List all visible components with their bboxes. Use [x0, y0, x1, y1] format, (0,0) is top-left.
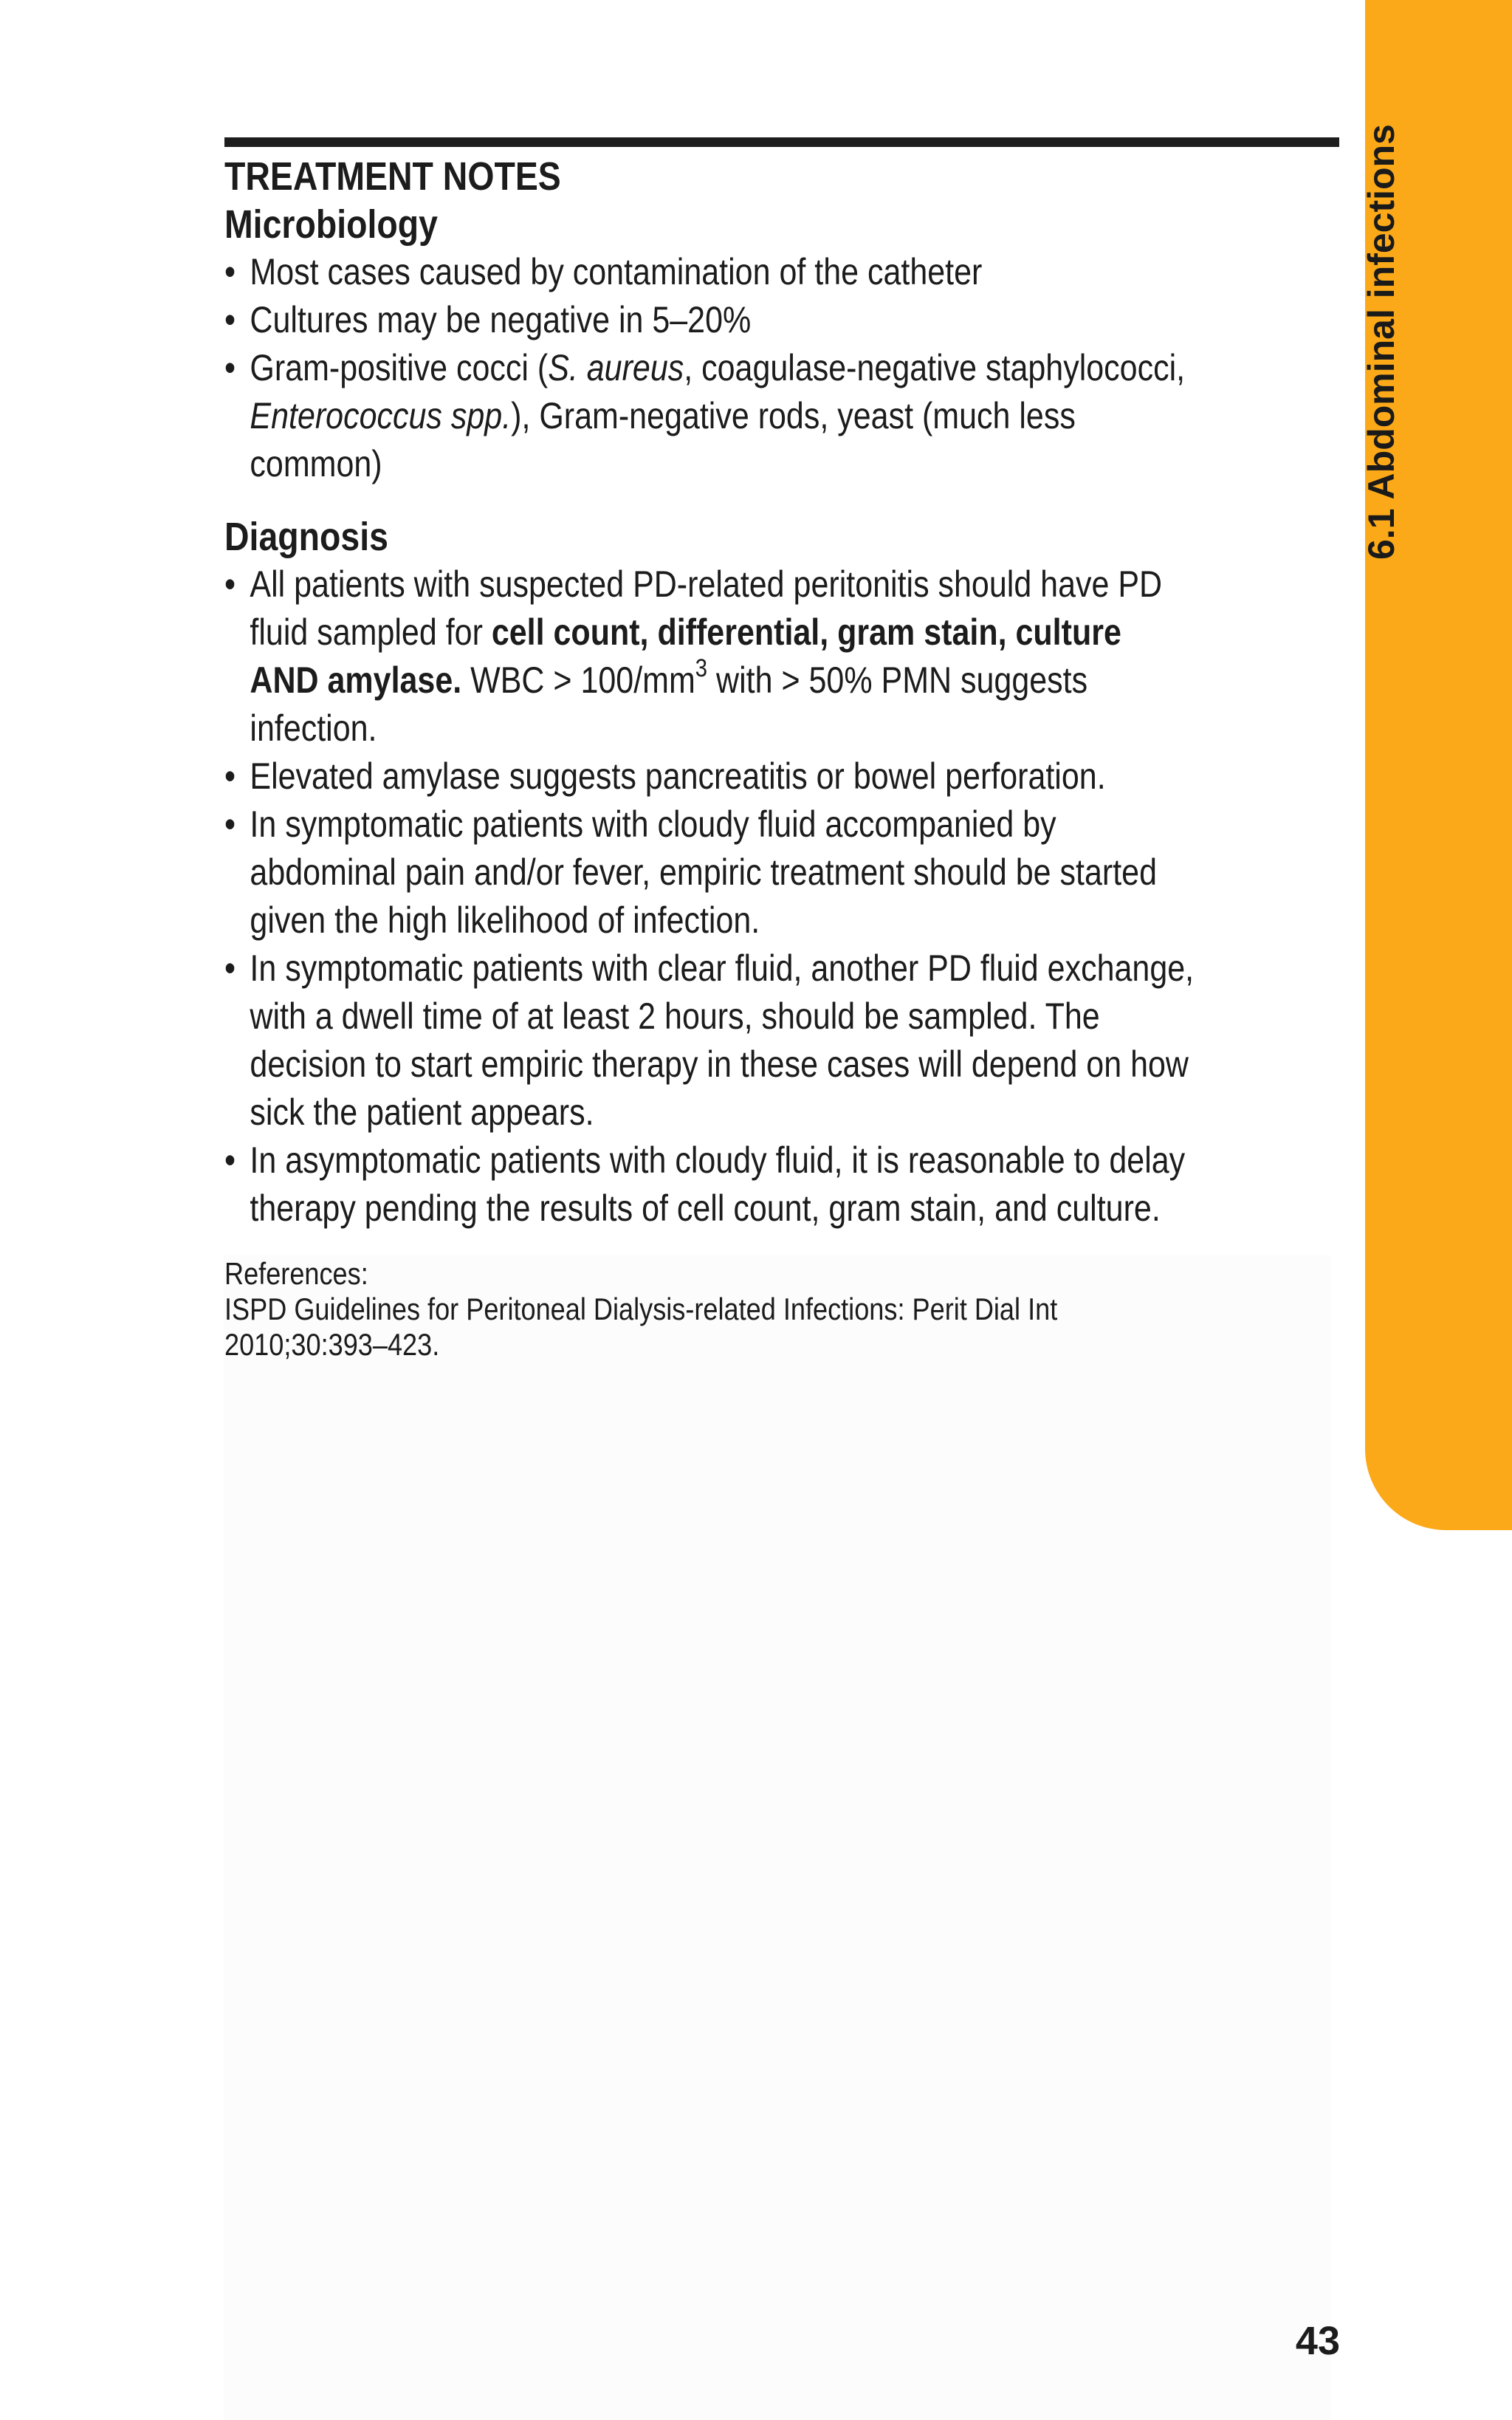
list-item: • In symptomatic patients with clear fluid, another PD fluid exchange, with a dwell time of at least 2 hours, should be sampled. The decision to start empiric therapy in these cases will depend on how sick the patient appears.: [224, 945, 1196, 1137]
section-heading: TREATMENT NOTES: [224, 154, 561, 199]
emphasis-text: cell count, differential, gram stain, culture AND amylase.: [250, 611, 1121, 701]
microbiology-list: [224, 248, 1196, 488]
section-tab-label: 6.1 Abdominal infections: [1361, 124, 1402, 560]
list-item: • Cultures may be negative in 5–20%: [224, 296, 1196, 344]
references: [224, 1256, 1196, 1362]
list-item: • Most cases caused by contamination of the catheter: [224, 248, 1196, 296]
organism-name: S. aureus: [548, 347, 684, 388]
page-background-lower: [224, 1255, 1331, 2420]
reference-item: ISPD Guidelines for Peritoneal Dialysis-related Infections: Perit Dial Int 2010;30:393–423.: [224, 1292, 1058, 1362]
superscript: 3: [695, 654, 708, 683]
organism-name: Enterococcus spp.: [250, 395, 512, 436]
list-item: • All patients with suspected PD-related peritonitis should have PD fluid sampled for cell count, differential, gram stain, culture AND amylase. WBC > $100/mm^3$ with > 50% PMN suggests infection.: [224, 561, 1196, 753]
main-content: [224, 152, 1196, 1362]
header-rule: [224, 137, 1339, 147]
list-item: • In symptomatic patients with cloudy fluid accompanied by abdominal pain and/or fever, empiric treatment should be started given the high likelihood of infection.: [224, 801, 1196, 945]
list-item: • Gram-positive cocci (S. aureus, coagulase-negative staphylococci, Enterococcus spp.), Gram-negative rods, yeast (much less common): [224, 344, 1196, 488]
microbiology-heading: Microbiology: [224, 202, 438, 247]
page-number: 43: [1295, 2319, 1340, 2363]
list-item: • Elevated amylase suggests pancreatitis or bowel perforation.: [224, 753, 1196, 801]
list-item: • In asymptomatic patients with cloudy fluid, it is reasonable to delay therapy pending the results of cell count, gram stain, and culture.: [224, 1137, 1196, 1233]
diagnosis-heading: Diagnosis: [224, 515, 388, 559]
references-label: References:: [224, 1256, 368, 1291]
diagnosis-list: [224, 561, 1196, 1233]
